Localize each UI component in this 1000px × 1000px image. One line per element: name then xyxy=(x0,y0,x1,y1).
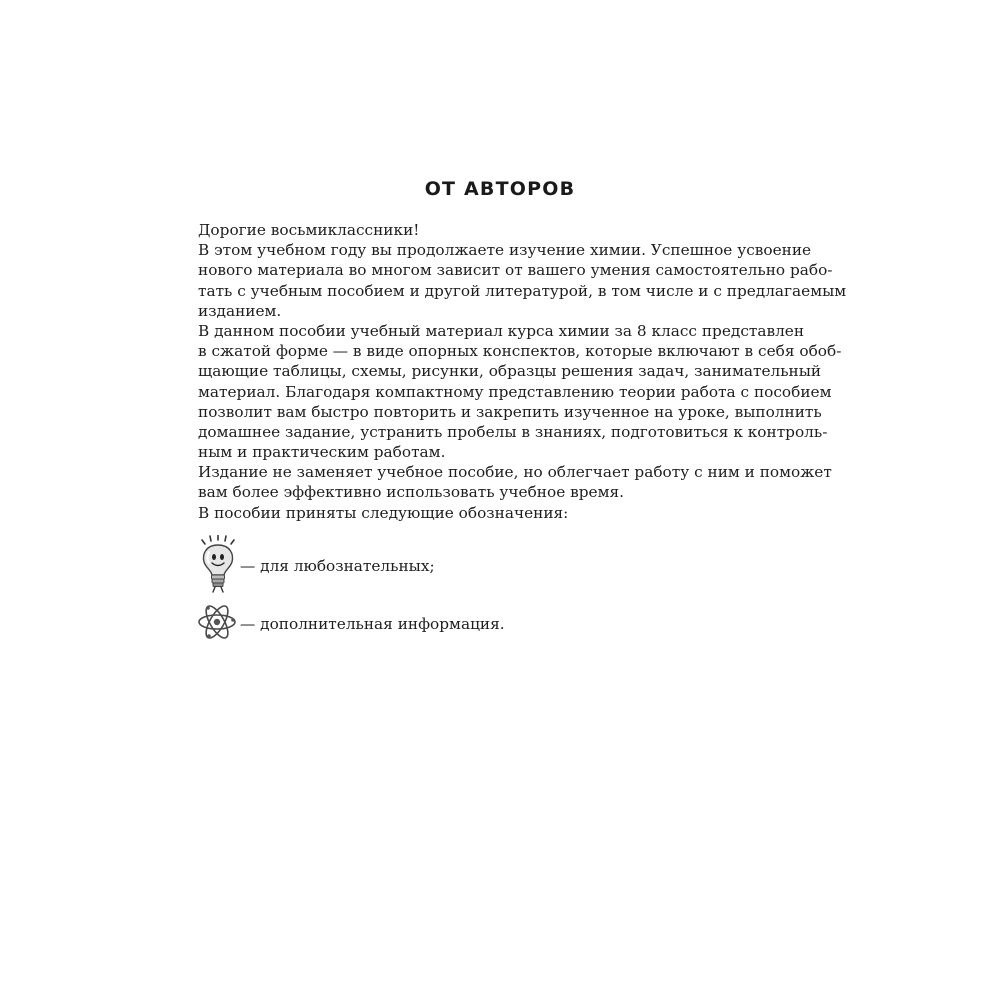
legend-label-curious: — для любознательных; xyxy=(240,557,435,575)
paragraph-2-line-2: в сжатой форме — в виде опорных конспектов, которые включают в себя обоб- xyxy=(198,342,842,361)
legend-item-additional-info xyxy=(196,603,505,645)
paragraph-1-line-4: изданием. xyxy=(198,301,282,320)
preface-body xyxy=(198,220,847,523)
paragraph-2-line-3: щающие таблицы, схемы, рисунки, образцы решения задач, занимательный xyxy=(198,362,822,381)
greeting-line: Дорогие восьмиклассники! xyxy=(198,221,420,239)
paragraph-2-line-1: В данном пособии учебный материал курса химии за 8 класс представлен xyxy=(198,321,805,340)
paragraph-2-line-5: позволит вам быстро повторить и закрепить изученное на уроке, выполнить xyxy=(198,402,822,421)
atom-icon xyxy=(196,603,238,645)
paragraph-2-line-4: материал. Благодаря компактному представлению теории работа с пособием xyxy=(198,382,832,401)
legend-label-additional-info: — дополнительная информация. xyxy=(240,615,505,633)
paragraph-3-line-1: Издание не заменяет учебное пособие, но облегчает работу с ним и поможет xyxy=(198,463,832,482)
paragraph-1-line-2: нового материала во многом зависит от вашего умения самостоятельно рабо- xyxy=(198,261,833,280)
light-bulb-icon xyxy=(196,535,240,597)
paragraph-1-line-1: В этом учебном году вы продолжаете изучение химии. Успешное усвоение xyxy=(198,241,812,260)
paragraph-2-line-7: ным и практическим работам. xyxy=(198,443,446,462)
paragraph-1-line-3: тать с учебным пособием и другой литературой, в том числе и с предлагаемым xyxy=(198,281,847,300)
page-title: ОТ АВТОРОВ xyxy=(424,178,576,200)
paragraph-3-line-2: вам более эффективно использовать учебное время. xyxy=(198,483,624,502)
legend-item-curious xyxy=(196,535,435,597)
legend-intro-line: В пособии приняты следующие обозначения: xyxy=(198,503,569,522)
paragraph-2-line-6: домашнее задание, устранить пробелы в знаниях, подготовиться к контроль- xyxy=(198,422,828,441)
